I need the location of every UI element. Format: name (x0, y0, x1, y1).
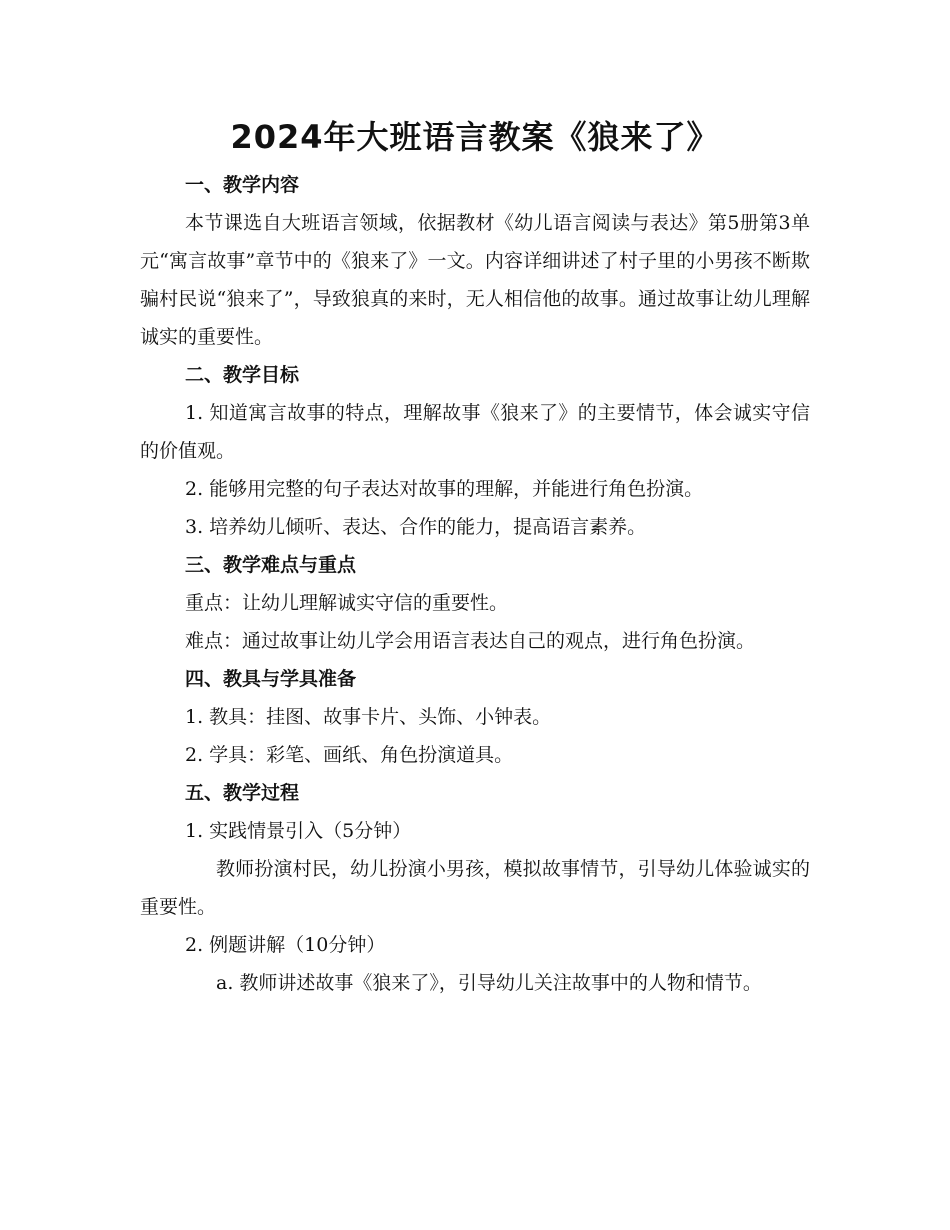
section-heading-keypoints: 三、教学难点与重点 (185, 554, 357, 576)
material-item-2: 2. 学具：彩笔、画纸、角色扮演道具。 (185, 744, 514, 766)
goal-item-1: 1. 知道寓言故事的特点，理解故事《狼来了》的主要情节，体会诚实守信的价值观。 (140, 402, 810, 462)
document-body (140, 166, 810, 1002)
process-step-2: 2. 例题讲解（10分钟） (185, 934, 386, 956)
content-paragraph: 本节课选自大班语言领域，依据教材《幼儿语言阅读与表达》第5册第3单元“寓言故事”章节中的《狼来了》一文。内容详细讲述了村子里的小男孩不断欺骗村民说“狼来了”，导致狼真的来时，无人相信他的故事。通过故事让幼儿理解诚实的重要性。 (140, 212, 810, 348)
goal-item-2: 2. 能够用完整的句子表达对故事的理解，并能进行角色扮演。 (185, 478, 704, 500)
material-item-1: 1. 教具：挂图、故事卡片、头饰、小钟表。 (185, 706, 552, 728)
section-heading-goals: 二、教学目标 (185, 364, 300, 386)
goal-item-3: 3. 培养幼儿倾听、表达、合作的能力，提高语言素养。 (185, 516, 647, 538)
section-heading-process: 五、教学过程 (185, 782, 300, 804)
process-step-2-detail: a. 教师讲述故事《狼来了》，引导幼儿关注故事中的人物和情节。 (216, 972, 762, 994)
section-heading-materials: 四、教具与学具准备 (185, 668, 357, 690)
process-step-1-detail: 教师扮演村民，幼儿扮演小男孩，模拟故事情节，引导幼儿体验诚实的重要性。 (140, 858, 810, 918)
process-step-1: 1. 实践情景引入（5分钟） (185, 820, 412, 842)
section-heading-content: 一、教学内容 (185, 174, 300, 196)
difficulty-point: 难点：通过故事让幼儿学会用语言表达自己的观点，进行角色扮演。 (185, 630, 756, 652)
key-point: 重点：让幼儿理解诚实守信的重要性。 (185, 592, 509, 614)
document-title: 2024年大班语言教案《狼来了》 (230, 118, 720, 156)
